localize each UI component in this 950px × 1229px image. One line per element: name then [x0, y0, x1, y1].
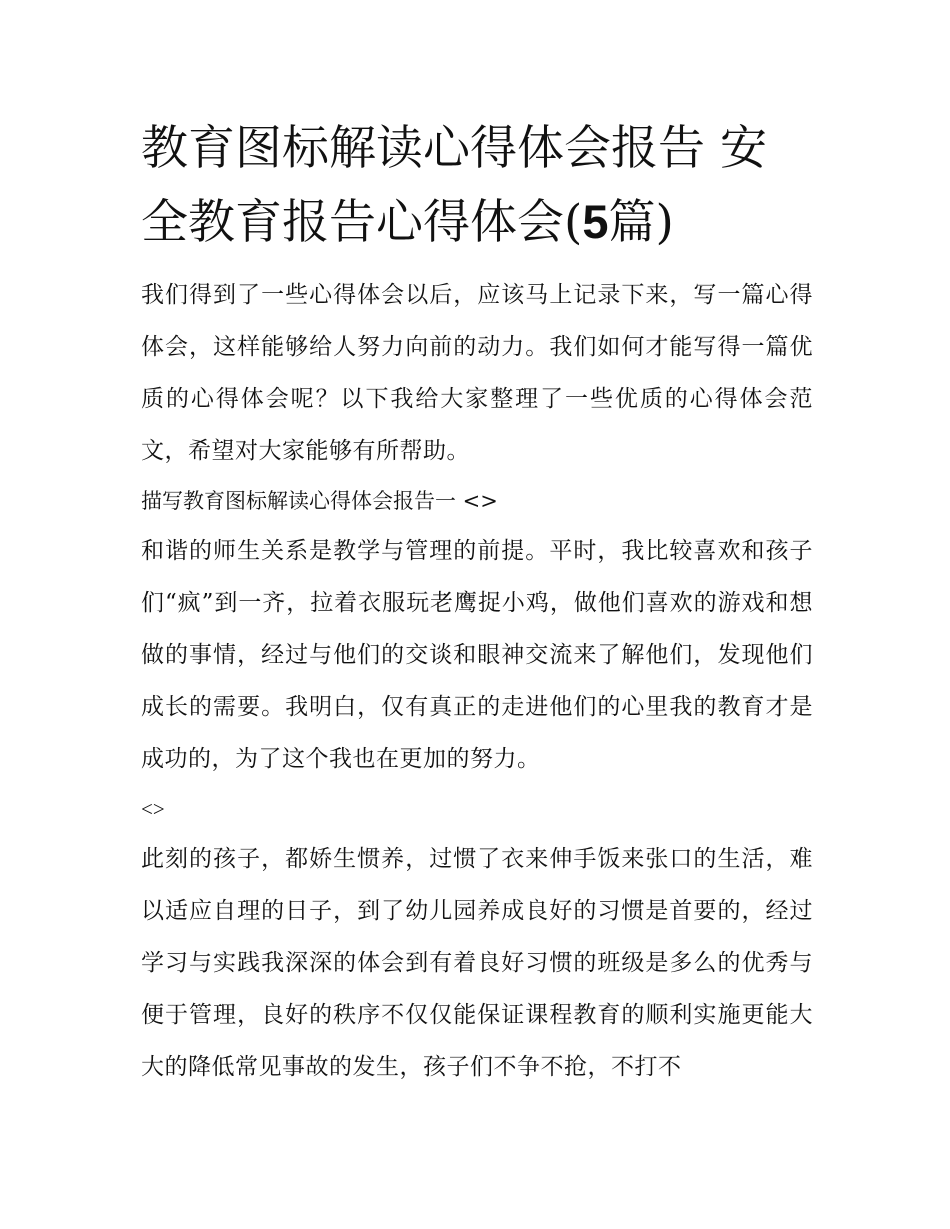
- title-text-part1: 教育图标解读心得体会报告 安全教育报告心得体会(: [141, 121, 767, 250]
- title-number: 5: [582, 195, 609, 248]
- title-text-part2: 篇): [608, 195, 674, 250]
- body-paragraph-1: 和谐的师生关系是教学与管理的前提。平时，我比较喜欢和孩子们“疯”到一齐，拉着衣服玩老鹰捉小鸡，做他们喜欢的游戏和想做的事情，经过与他们的交谈和眼神交流来了解他们，发现他们成长的需要。我明白，仅有真正的走进他们的心里我的教育才是成功的，为了这个我也在更加的努力。: [141, 538, 813, 772]
- body-paragraph-2: 此刻的孩子，都娇生惯养，过惯了衣来伸手饭来张口的生活，难以适应自理的日子，到了幼儿园养成良好的习惯是首要的，经过学习与实践我深深的体会到有着良好习惯的班级是多么的优秀与便于管理，良好的秩序不仅仅能保证课程教育的顺利实施更能大大的降低常见事故的发生，孩子们不争不抢，不打不: [141, 846, 813, 1080]
- document-page: [141, 112, 813, 1093]
- intro-paragraph: 我们得到了一些心得体会以后，应该马上记录下来，写一篇心得体会，这样能够给人努力向前的动力。我们如何才能写得一篇优质的心得体会呢？以下我给大家整理了一些优质的心得体会范文，希望对大家能够有所帮助。: [141, 282, 813, 464]
- section-subheading: 描写教育图标解读心得体会报告一 <>: [141, 489, 498, 513]
- section-marker: <>: [141, 797, 165, 821]
- document-title: [141, 112, 813, 259]
